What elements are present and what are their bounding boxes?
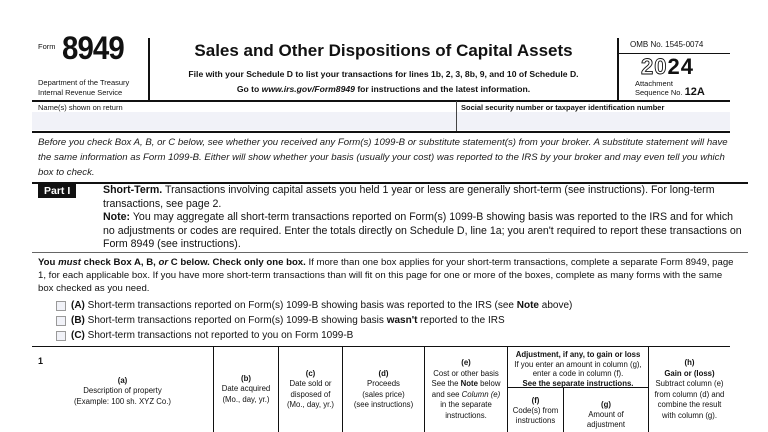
column-header-e: (e) Cost or other basis See the Note below and see Column (e) in the separate instructions. <box>424 347 507 432</box>
checkbox-b-label: (B) Short-term transactions reported on Form(s) 1099-B showing basis wasn't reported to the IRS <box>71 315 505 326</box>
department <box>38 78 129 97</box>
form-label: Form <box>38 42 56 51</box>
department-line2: Internal Revenue Service <box>38 87 123 97</box>
form-title: Sales and Other Dispositions of Capital Assets <box>194 41 573 60</box>
column-header-a: (a) Description of property (Example: 100 sh. XYZ Co.) <box>73 375 172 406</box>
form-instructions-link-line <box>150 84 617 94</box>
column-header-g: (g) Amount of adjustment <box>563 388 648 432</box>
must-bold-2: check Box A, B, <box>81 257 159 268</box>
sequence-number: 12A <box>684 86 705 98</box>
part-badge: Part I <box>38 184 76 198</box>
ssn-input[interactable] <box>457 112 730 130</box>
must-check-instructions <box>38 256 738 295</box>
divider <box>617 38 619 100</box>
divider <box>456 101 457 131</box>
must-bold-1: You <box>38 257 59 268</box>
column-header-f: (f) Code(s) from instructions <box>507 388 563 432</box>
part-text: Transactions involving capital assets you held 1 year or less are generally short-term (see instructions). For long-term transactions, see page 2. <box>103 184 715 210</box>
ssn-label: Social security number or taxpayer identification number <box>461 103 665 112</box>
divider <box>32 252 748 253</box>
checkbox-c-label: (C) Short-term transactions not reported to you on Form 1099-B <box>71 330 354 341</box>
name-label: Name(s) shown on return <box>38 103 123 112</box>
or-italic: or <box>158 257 169 268</box>
tax-year <box>641 54 694 80</box>
attachment-label: Attachment <box>635 79 673 88</box>
attachment-sequence <box>635 79 705 97</box>
note-label: Note: <box>103 211 131 223</box>
line-number: 1 <box>38 356 44 366</box>
must-italic: must <box>58 257 81 268</box>
checkbox-row-b[interactable] <box>56 315 505 326</box>
year-outline: 20 <box>641 54 668 79</box>
checkbox-a[interactable] <box>56 301 66 311</box>
checkbox-row-a[interactable] <box>56 300 572 311</box>
column-header-d: (d) Proceeds (sales price) (see instructions) <box>342 347 424 432</box>
column-header-h: (h) Gain or (loss) Subtract column (e) from column (d) and combine the result with column (g). <box>648 347 730 432</box>
year-bold: 24 <box>667 54 694 79</box>
column-header-c: (c) Date sold or disposed of (Mo., day, yr.) <box>278 347 342 432</box>
form-subtitle: File with your Schedule D to list your transactions for lines 1b, 2, 3, 8b, 9, and 10 of Schedule D. <box>188 69 579 79</box>
subtitle-suffix: for instructions and the latest information. <box>354 84 531 94</box>
checkbox-row-c[interactable] <box>56 330 353 341</box>
note-text: You may aggregate all short-term transactions reported on Form(s) 1099-B showing basis was reported to the IRS and for which no adjustments or codes are required. Enter the totals directly on Schedule D, line 1a; you aren't required to report these transactions on Form 8949 (see instructions). <box>103 211 742 250</box>
checkbox-c[interactable] <box>56 331 66 341</box>
name-input[interactable] <box>32 112 456 130</box>
checkbox-b[interactable] <box>56 316 66 326</box>
omb-number: OMB No. 1545-0074 <box>630 40 704 49</box>
divider <box>32 131 730 133</box>
subtitle-prefix: Go to <box>236 84 262 94</box>
sequence-label: Sequence No. <box>635 88 683 97</box>
part-heading: Short-Term. <box>103 184 163 196</box>
divider <box>32 100 730 102</box>
intro-paragraph: Before you check Box A, B, or C below, see whether you received any Form(s) 1099-B or substitute statement(s) from your broker. A substitute statement will have the same information as Form 1099-B. Either will show whether your basis (usually your cost) was reported to the IRS by your broker and may even tell you which box to check. <box>38 137 728 178</box>
column-header-b: (b) Date acquired (Mo., day, yr.) <box>213 347 278 432</box>
must-bold-3: C below. Check only one box. <box>168 257 306 268</box>
checkbox-a-label: (A) Short-term transactions reported on Form(s) 1099-B showing basis was reported to the IRS (see Note above) <box>71 300 573 311</box>
column-header-adjustment: Adjustment, if any, to gain or loss If you enter an amount in column (g), enter a code in column (f). See the separate instructions. <box>507 347 648 388</box>
irs-link[interactable]: www.irs.gov/Form8949 <box>261 84 355 94</box>
must-text: If more than one box applies for your short-term transactions, complete a separate Form 8949, page 1, for each applicable box. If you have more short-term transactions than will fit on this page for one or more of the boxes, complete as many forms with the same box checked as you need. <box>38 257 734 294</box>
form-number: 8949 <box>62 30 124 66</box>
part-description <box>103 184 743 211</box>
part-note <box>103 211 743 252</box>
department-line1: Department of the Treasury <box>38 78 130 87</box>
